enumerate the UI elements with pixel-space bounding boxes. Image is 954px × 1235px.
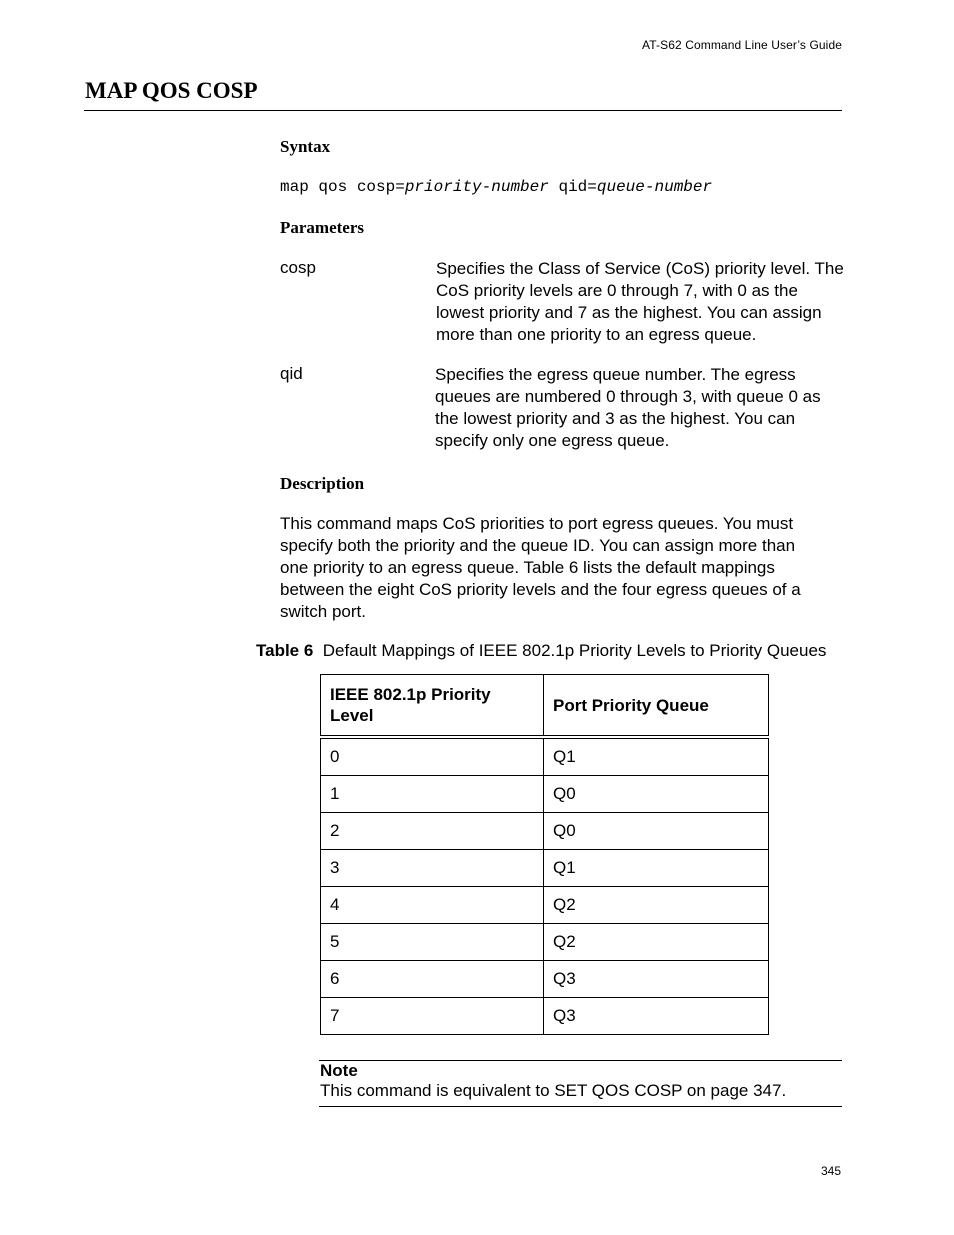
- note-bottom-rule: [319, 1106, 842, 1107]
- queue-cell: Q2: [544, 924, 769, 961]
- table-row: [321, 776, 769, 813]
- table-row: [321, 961, 769, 998]
- page-number: 345: [820, 1164, 841, 1178]
- priority-cell: 1: [321, 776, 544, 813]
- priority-cell: 7: [321, 998, 544, 1035]
- table-row: [321, 998, 769, 1035]
- table-row: [321, 924, 769, 961]
- note-text: This command is equivalent to SET QOS COSP on page 347.: [320, 1081, 787, 1100]
- description-heading: Description: [280, 474, 365, 493]
- table-row: [321, 737, 769, 776]
- page-title: MAP QOS COSP: [85, 78, 258, 103]
- queue-cell: Q1: [544, 850, 769, 887]
- queue-cell: Q0: [544, 776, 769, 813]
- queue-cell: Q3: [544, 998, 769, 1035]
- column-header-queue: Port Priority Queue: [544, 675, 769, 738]
- table-caption-text: Default Mappings of IEEE 802.1p Priority Levels to Priority Queues: [322, 641, 827, 660]
- note-label: Note: [320, 1061, 358, 1080]
- queue-cell: Q1: [544, 737, 769, 776]
- note-top-rule: [319, 1060, 842, 1061]
- title-rule: [84, 110, 842, 111]
- column-header-priority: IEEE 802.1p Priority Level: [321, 675, 544, 738]
- description-text: This command maps CoS priorities to port egress queues. You must specify both the priority and the queue ID. You can assign more than one priority to an egress queue. Table 6 lists the default mappings between the eight CoS priority levels and the four egress queues of a switch port.: [280, 514, 801, 621]
- table-row: [321, 850, 769, 887]
- syntax-heading: Syntax: [280, 137, 331, 156]
- priority-cell: 4: [321, 887, 544, 924]
- syntax-mid: qid=: [548, 178, 597, 196]
- syntax-arg-priority: priority-number: [404, 178, 549, 196]
- table-caption-label: Table 6: [256, 641, 314, 660]
- priority-cell: 3: [321, 850, 544, 887]
- table-row: [321, 813, 769, 850]
- param-name-cosp: cosp: [280, 258, 316, 277]
- priority-cell: 2: [321, 813, 544, 850]
- syntax-prefix: map qos cosp=: [280, 178, 405, 196]
- mapping-table: [320, 674, 769, 1035]
- table-row: [321, 887, 769, 924]
- param-desc-cosp: Specifies the Class of Service (CoS) priority level. The CoS priority levels are 0 through 7, with 0 as the lowest priority and 7 as the highest. You can assign more than one priority to an egress queue.: [436, 259, 844, 344]
- syntax-command: [280, 178, 712, 196]
- priority-cell: 5: [321, 924, 544, 961]
- param-name-qid: qid: [280, 364, 303, 383]
- syntax-arg-queue: queue-number: [596, 178, 713, 196]
- queue-cell: Q2: [544, 887, 769, 924]
- queue-cell: Q3: [544, 961, 769, 998]
- param-desc-qid: Specifies the egress queue number. The egress queues are numbered 0 through 3, with queue 0 as the lowest priority and 3 as the highest. You can specify only one egress queue.: [435, 365, 821, 450]
- priority-cell: 0: [321, 737, 544, 776]
- parameters-heading: Parameters: [280, 218, 365, 237]
- table-header-row: [321, 675, 769, 738]
- queue-cell: Q0: [544, 813, 769, 850]
- running-header: AT-S62 Command Line User’s Guide: [642, 38, 842, 52]
- priority-cell: 6: [321, 961, 544, 998]
- table-caption: [256, 641, 826, 661]
